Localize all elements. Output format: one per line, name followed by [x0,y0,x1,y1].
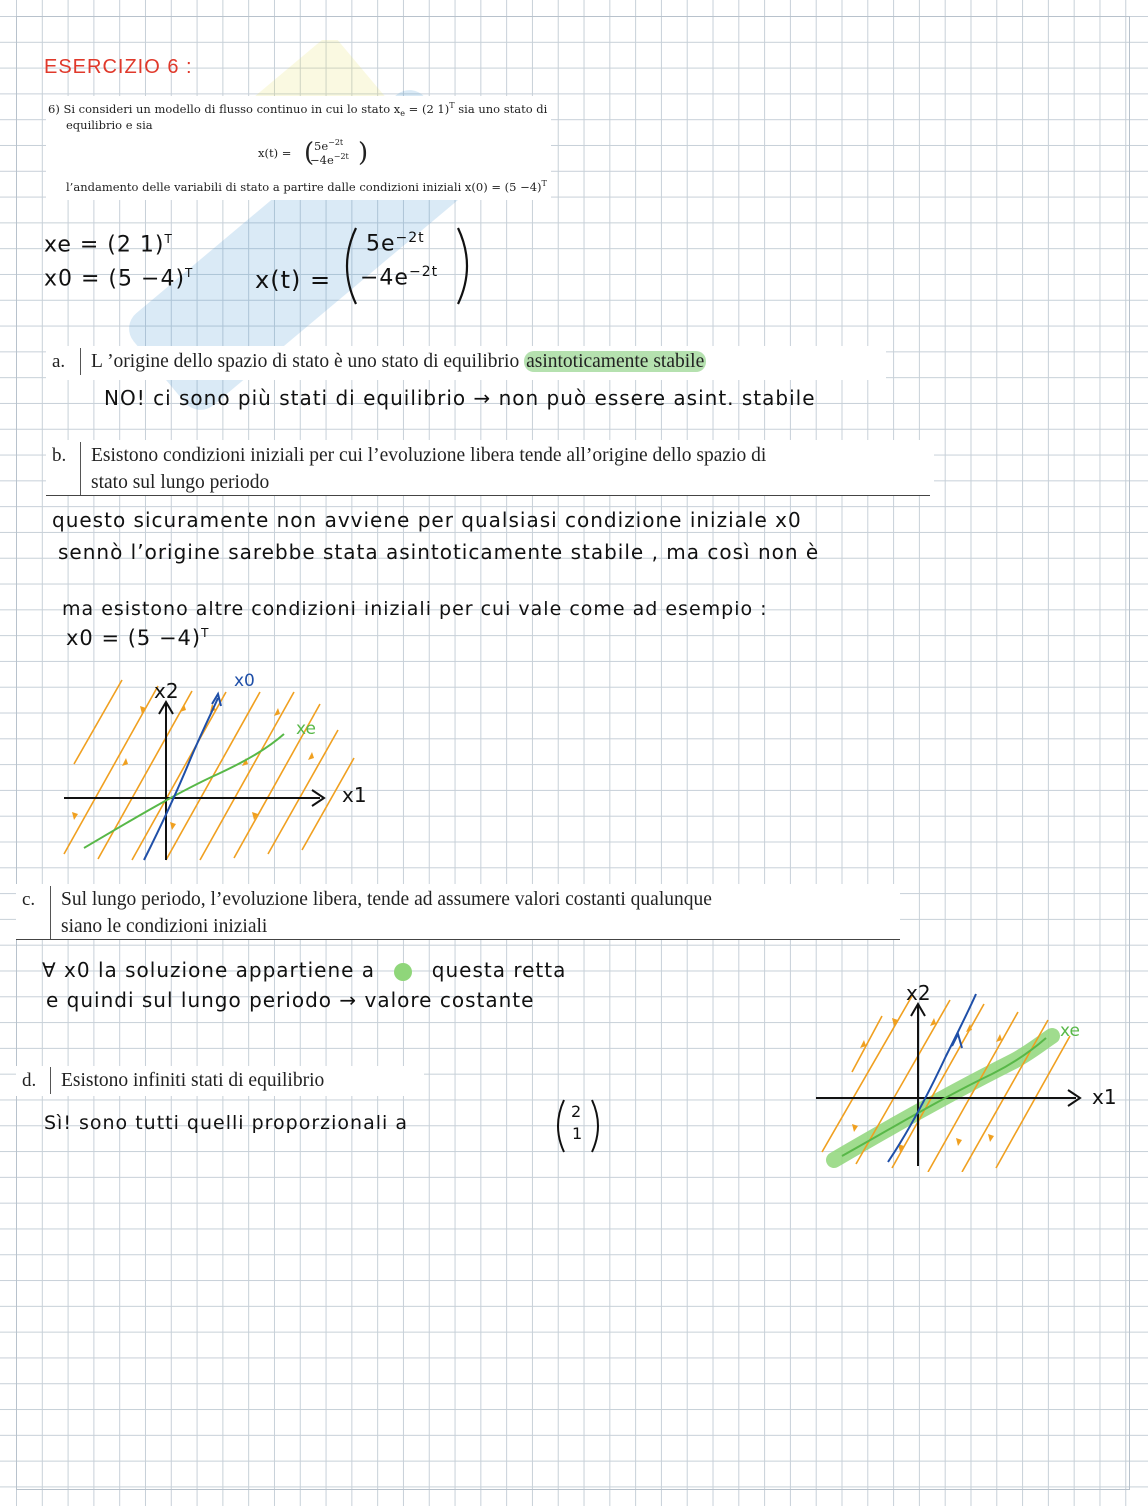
question-b-rule [46,495,930,496]
formula-top [314,138,343,153]
answer-d-vector-top: 2 [571,1102,583,1121]
formula-paren-close: ) [358,138,369,168]
plot1-equilibrium-line [84,734,284,848]
answer-a: NO! ci sono più stati di equilibrio → non può essere asint. stabile [104,386,816,410]
question-b-letter: b. [52,445,67,466]
question-d-letter: d. [22,1070,37,1091]
xe-sub: e [400,109,406,119]
formula-bot-base: −4e [310,152,334,167]
question-c-line1: Sul lungo periodo, l’evoluzione libera, tende ad assumere valori costanti qualunque [61,889,712,910]
question-a-highlight: asintoticamente stabile [526,351,705,372]
answer-b-line4-sup: T [201,626,210,640]
problem-line1-tail: = (2 1) [405,101,450,116]
formula-lhs: x(t) = [258,146,292,160]
note-xt-top [366,230,425,256]
problem-line3-text: l’andamento delle variabili di stato a partire dalle condizioni iniziali x(0) = (5 −4) [66,179,542,194]
formula-bot [310,152,349,167]
answer-d-vector-bot: 1 [572,1124,584,1143]
plot1-x0-label: x0 [234,671,255,691]
plot2-x0-arrow [952,1034,962,1048]
plot2-x-label: x1 [1092,1085,1117,1109]
question-a-text [80,348,706,375]
formula-paren-open: ( [304,138,315,168]
question-d [16,1066,424,1096]
problem-line3-sup: T [541,179,547,188]
plot2-xe-label: xe [1060,1021,1080,1041]
answer-b-line2: sennò l’origine sarebbe stata asintoticamente stabile , ma così non è [58,540,820,564]
problem-number: 6) [48,101,60,116]
question-c-line2: siano le condizioni iniziali [61,916,268,937]
note-xe-sup: T [164,232,173,246]
note-xt-top-base: 5e [366,231,396,257]
phase-plot-2 [812,976,1142,1172]
question-a-text-pre: L ’origine dello spazio di stato è uno stato di equilibrio [91,351,525,372]
note-xt-bot [360,264,438,290]
note-x0-text: x0 = (5 −4) [44,266,186,292]
plot1-y-label: x2 [154,679,179,703]
problem-statement [46,96,551,200]
phase-plot-1 [58,664,388,864]
question-c-rule [16,939,900,940]
question-b-text [80,442,766,496]
formula-bot-exp: −2t [333,152,349,161]
plot2-y-label: x2 [906,981,931,1005]
transpose-sup: T [449,101,455,110]
note-x0 [44,266,193,291]
note-xt-bot-exp: −2t [408,264,439,280]
answer-b-line4-text: x0 = (5 −4) [66,626,202,650]
question-b-line1: Esistono condizioni iniziali per cui l’evoluzione libera tende all’origine dello spazio di [91,445,767,466]
note-xt-bot-base: −4e [360,265,409,291]
formula-top-exp: −2t [328,138,344,147]
question-c-letter: c. [22,889,36,910]
note-x0-sup: T [185,266,194,280]
problem-line1: Si consideri un modello di flusso continuo in cui lo stato x [63,101,401,116]
answer-b-line4 [66,626,209,650]
note-xe-text: xe = (2 1) [44,232,165,258]
note-xt-top-exp: −2t [395,230,425,246]
note-xt-lhs: x(t) = [255,266,332,294]
green-dot-icon [394,963,412,981]
answer-b-line1: questo sicuramente non avviene per qualsiasi condizione iniziale x0 [52,508,802,532]
problem-line3 [66,179,547,194]
question-c [16,884,900,940]
question-c-text [50,886,712,940]
answer-c-line1 [42,958,566,982]
answer-c-line1-text: ∀ x0 la soluzione appartiene a [42,958,376,982]
question-d-text: Esistono infiniti stati di equilibrio [50,1067,324,1094]
question-a [46,346,886,380]
note-xe [44,232,173,257]
answer-c-line1-tail: questa retta [431,958,567,982]
problem-line1-end: sia uno stato di [454,101,548,116]
plot2-x0-trajectory [888,994,976,1162]
exercise-title: ESERCIZIO 6 : [44,56,193,78]
question-a-letter: a. [52,351,66,372]
plot1-x-label: x1 [342,783,367,807]
problem-line2: equilibrio e sia [66,118,153,132]
answer-d: Sì! sono tutti quelli proporzionali a [44,1112,408,1134]
answer-c-line2: e quindi sul lungo periodo → valore costante [46,988,535,1012]
question-b-line2: stato sul lungo periodo [91,472,270,493]
plot1-xe-label: xe [296,719,316,739]
answer-b-line3: ma esistono altre condizioni iniziali per cui vale come ad esempio : [62,598,768,620]
question-b [46,440,934,496]
formula-top-base: 5e [314,138,329,153]
